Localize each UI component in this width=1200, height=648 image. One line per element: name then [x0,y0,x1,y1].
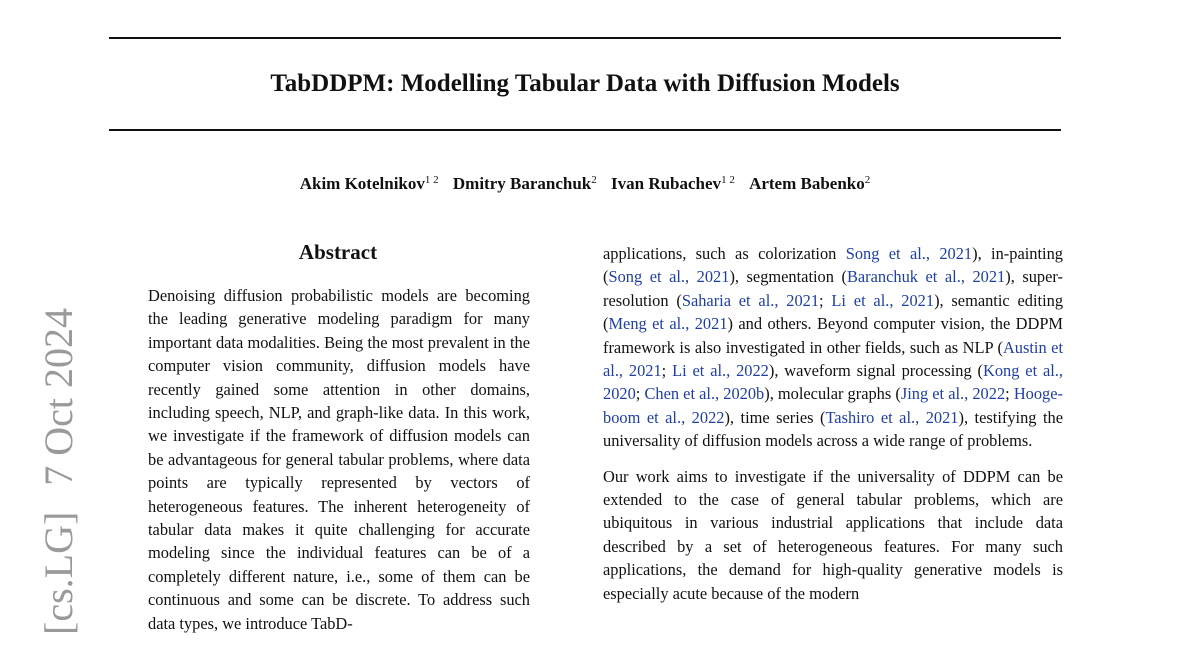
text-segment: ), semantic editing ( [603,290,1064,334]
citation-link[interactable]: Li et al., 2021 [831,290,935,310]
author: Artem Babenko$^2$ [749,174,871,193]
citation-link[interactable]: Saharia et al., 2021 [681,290,820,310]
citation-link[interactable]: Jing et al., 2022 [900,384,1006,404]
text-segment: ), testifying the universality of diffusion models across a wide range of problems. [603,407,1063,451]
text-segment: ), molecular graphs ( [764,384,901,404]
text-segment: ), super-resolution ( [603,267,1063,310]
text-segment: ; [635,384,645,404]
text-segment: ) and others. Beyond computer vision, the DDPM framework is also investigated in other fields, such as NLP ( [603,314,1064,357]
author: Dmitry Baranchuk$^2$ [452,174,597,193]
arxiv-stamp [35,308,83,635]
citation-link[interactable]: Kong et al., 2020 [603,361,1064,404]
text-segment: ), segmentation ( [729,267,847,287]
text-segment: ; [1005,384,1014,404]
text-segment: ), in-painting ( [603,244,1063,287]
author: Ivan Rubachev$^{1 2}$ [611,174,735,193]
intro-paragraph [603,242,1063,453]
abstract-heading: Abstract [298,240,378,264]
arxiv-date: 7 Oct 2024 [36,307,81,486]
intro-paragraph: Our work aims to investigate if the universality of DDPM can be extended to the case of general tabular problems, which are ubiquitous in various industrial applications that include data described by a set of heterogeneous features. For many such applications, the demand for high-quality generative models is especially acute because of the modern [603,466,1063,603]
citation-link[interactable]: Li et al., 2022 [672,361,769,381]
citation-link[interactable]: Meng et al., 2021 [608,314,728,334]
citation-link[interactable]: Baranchuk et al., 2021 [846,267,1006,287]
citation-link[interactable]: Tashiro et al., 2021 [825,407,959,427]
citation-link[interactable]: Chen et al., 2020b [644,384,765,404]
citation-link[interactable]: Hooge-boom et al., 2022 [603,384,1063,427]
author-list [0,172,1170,196]
intro-column [603,242,1063,605]
citation-link[interactable]: Austin et al., 2021 [603,337,1064,381]
title-bottom-rule [109,129,1061,131]
author: Akim Kotelnikov$^{1 2}$ [299,174,439,193]
citation-link[interactable]: Song et al., 2021 [845,244,973,263]
text-segment: ; [661,361,673,381]
text-segment: applications, such as colorization [603,244,846,263]
title-top-rule [109,37,1061,39]
text-segment: ), time series ( [724,407,826,427]
text-segment: ; [819,290,832,310]
citation-link[interactable]: Song et al., 2021 [608,267,730,287]
text-segment: ), waveform signal processing ( [768,361,984,381]
paper-title: TabDDPM: Modelling Tabular Data with Diffusion Models [270,70,900,97]
arxiv-category: [cs.LG] [36,511,81,635]
abstract-text: Denoising diffusion probabilistic models are becoming the leading generative modeling paradigm for many important data modalities. Being the most prevalent in the computer vision community, diffusion models have recently gained some attention in other domains, including speech, NLP, and graph-like data. In this work, we investigate if the framework of diffusion models can be advantageous for general tabular problems, where data points are typically represented by vectors of heterogeneous features. The inherent heterogeneity of tabular data makes it quite challenging for accurate modeling since the individual features can be of a completely different nature, i.e., some of them can be continuous and some can be discrete. To address such data types, we introduce TabD- [148,286,530,633]
